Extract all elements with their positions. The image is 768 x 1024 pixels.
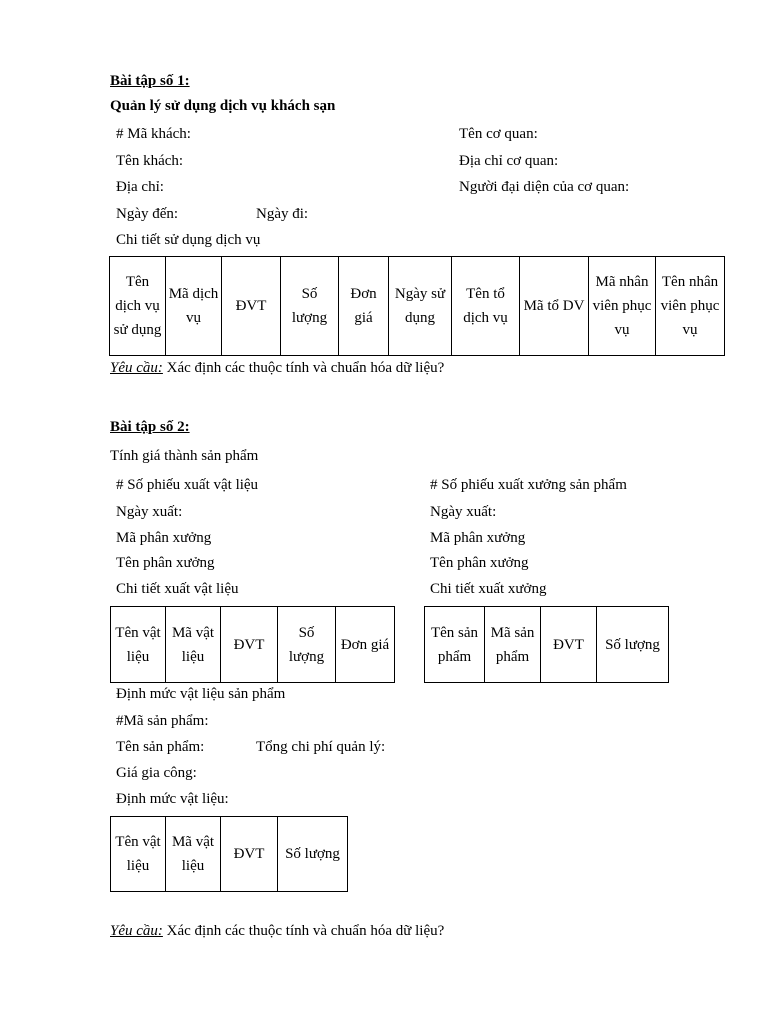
table-header-cell: Mã nhân viên phục vụ: [589, 257, 656, 356]
field-so-phieu-xuat-vat-lieu: # Số phiếu xuất vật liệu: [116, 477, 259, 493]
table-header-cell: Số lượng: [281, 257, 339, 356]
field-nguoi-dai-dien: Người đại diện của cơ quan:: [459, 179, 630, 195]
field-dia-chi: Địa chỉ:: [116, 179, 164, 195]
table-header-cell: Số lượng: [278, 817, 348, 892]
field-ngay-xuat-2: Ngày xuất:: [430, 504, 497, 520]
requirement-text: Xác định các thuộc tính và chuẩn hóa dữ liệu?: [162, 360, 445, 376]
field-ma-khach: # Mã khách:: [116, 126, 191, 142]
field-ma-san-pham: #Mã sản phẩm:: [116, 713, 209, 729]
field-ten-co-quan: Tên cơ quan:: [459, 126, 538, 142]
table-header-cell: ĐVT: [221, 607, 278, 683]
norm-label: Định mức vật liệu sản phẩm: [116, 686, 286, 702]
table-header-cell: Tên vật liệu: [111, 817, 166, 892]
table-header-cell: ĐVT: [222, 257, 281, 356]
field-dinh-muc-vat-lieu: Định mức vật liệu:: [116, 791, 229, 807]
field-dia-chi-co-quan: Địa chỉ cơ quan:: [459, 153, 559, 169]
table-header-cell: ĐVT: [221, 817, 278, 892]
requirement-label: Yêu cầu:: [110, 360, 163, 376]
table-header-cell: Ngày sử dụng: [389, 257, 452, 356]
field-ten-phan-xuong: Tên phân xưởng: [116, 555, 215, 571]
exercise-1-title: Quản lý sử dụng dịch vụ khách sạn: [110, 98, 336, 114]
exercise-2-heading: Bài tập số 2:: [110, 419, 190, 435]
field-ma-phan-xuong: Mã phân xưởng: [116, 530, 212, 546]
requirement-text: Xác định các thuộc tính và chuẩn hóa dữ liệu?: [162, 923, 445, 939]
field-ngay-den: Ngày đến:: [116, 206, 179, 222]
service-usage-table: [109, 256, 725, 356]
detail-xuat-xuong-label: Chi tiết xuất xưởng: [430, 581, 547, 597]
field-ten-khach: Tên khách:: [116, 153, 184, 169]
table-header-cell: Số lượng: [597, 607, 669, 683]
field-ten-phan-xuong-2: Tên phân xưởng: [430, 555, 529, 571]
exercise-1-requirement: [110, 359, 444, 377]
table-header-cell: Tên dịch vụ sử dụng: [110, 257, 166, 356]
table-header-cell: Mã vật liệu: [166, 817, 221, 892]
field-ma-phan-xuong-2: Mã phân xưởng: [430, 530, 526, 546]
table-header-cell: Số lượng: [278, 607, 336, 683]
table-header-cell: Mã vật liệu: [166, 607, 221, 683]
table-header-cell: Mã tổ DV: [520, 257, 589, 356]
detail-xuat-vat-lieu-label: Chi tiết xuất vật liệu: [116, 581, 239, 597]
product-output-table: [424, 606, 669, 683]
field-ngay-xuat: Ngày xuất:: [116, 504, 183, 520]
field-tong-chi-phi-quan-ly: Tổng chi phí quản lý:: [256, 739, 386, 755]
exercise-2-title: Tính giá thành sản phẩm: [110, 448, 259, 464]
table-header-cell: Đơn giá: [339, 257, 389, 356]
requirement-label: Yêu cầu:: [110, 923, 163, 939]
table-header-cell: Tên sản phẩm: [425, 607, 485, 683]
table-header-cell: Đơn giá: [336, 607, 395, 683]
exercise-2-requirement: [110, 922, 444, 940]
table-header-cell: ĐVT: [541, 607, 597, 683]
table-header-cell: Tên tổ dịch vụ: [452, 257, 520, 356]
detail-label: Chi tiết sử dụng dịch vụ: [116, 232, 261, 248]
table-header-cell: Tên vật liệu: [111, 607, 166, 683]
table-header-cell: Mã sản phẩm: [485, 607, 541, 683]
field-so-phieu-xuat-xuong: # Số phiếu xuất xưởng sản phẩm: [430, 477, 627, 493]
exercise-1-heading: Bài tập số 1:: [110, 73, 190, 89]
table-header-cell: Tên nhân viên phục vụ: [656, 257, 725, 356]
material-norm-table: [110, 816, 348, 892]
material-issue-table: [110, 606, 395, 683]
field-ngay-di: Ngày đi:: [256, 206, 309, 222]
table-header-cell: Mã dịch vụ: [166, 257, 222, 356]
field-gia-gia-cong: Giá gia công:: [116, 765, 197, 781]
field-ten-san-pham: Tên sản phẩm:: [116, 739, 205, 755]
